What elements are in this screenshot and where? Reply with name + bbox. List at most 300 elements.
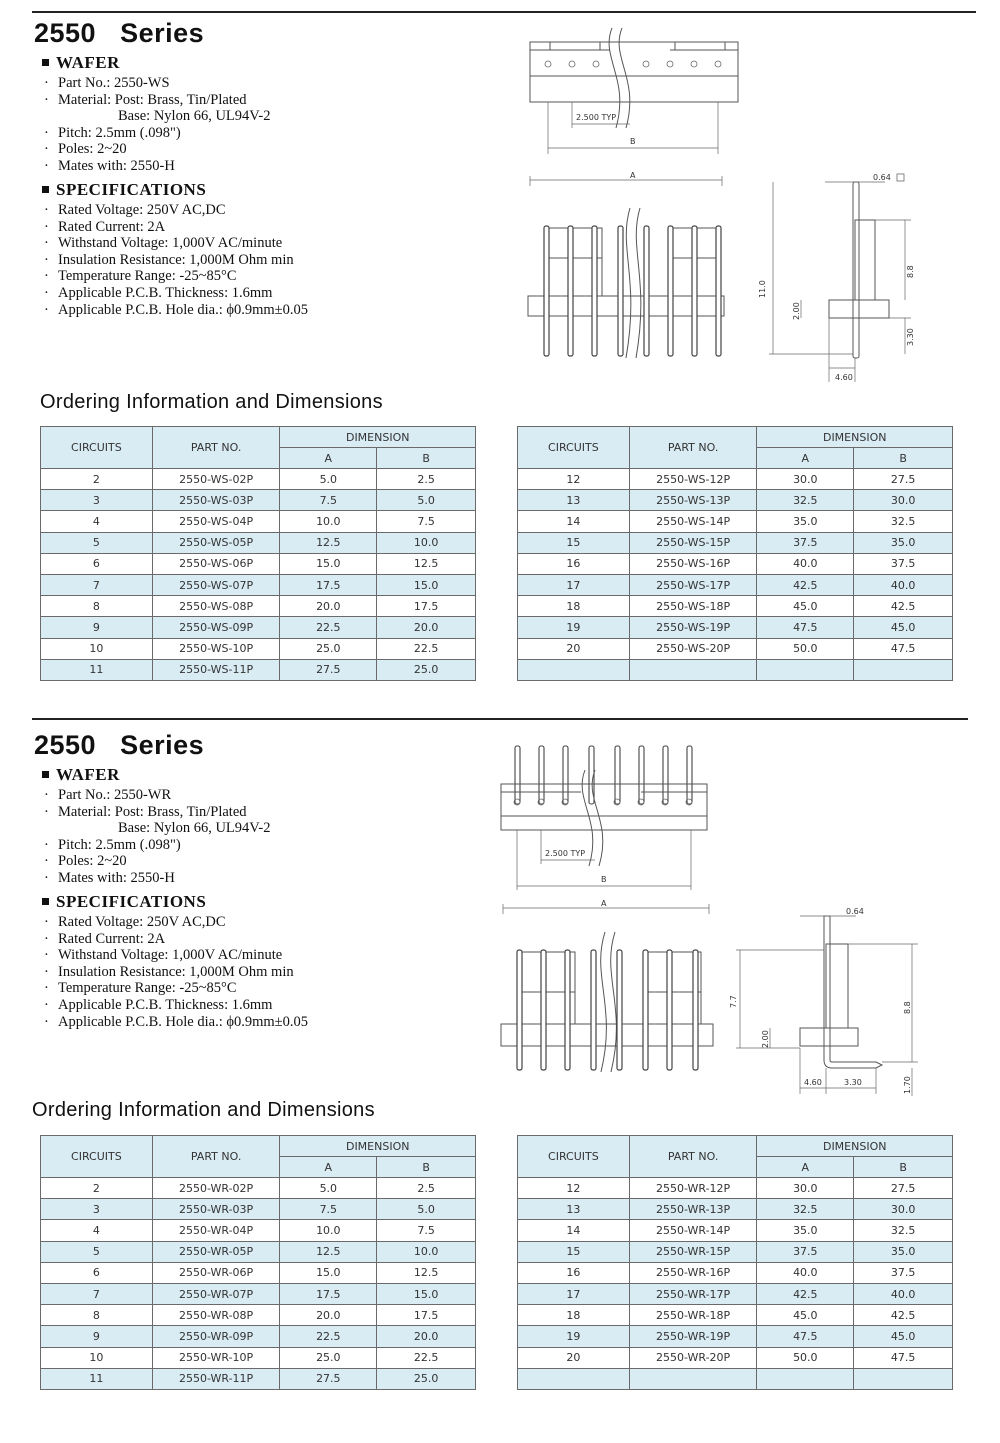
top-view-drawing: [520, 28, 750, 158]
pitch-label: 2.500 TYP: [576, 113, 617, 122]
table-row: [518, 1283, 953, 1304]
list-item: · Rated Voltage: 250V AC,DC: [44, 202, 226, 218]
dim-a-cell: 50.0: [757, 1347, 854, 1368]
part-no-cell: 2550-WS-04P: [152, 511, 280, 532]
dot-bullet-icon: ·: [44, 996, 49, 1013]
ordering-title: Ordering Information and Dimensions: [32, 1099, 375, 1121]
dim-b-header: B: [854, 1157, 953, 1178]
dim-a-cell: 22.5: [280, 617, 377, 638]
dim-b-cell: 12.5: [377, 553, 476, 574]
dot-bullet-icon: ·: [44, 284, 49, 301]
list-item: · Rated Current: 2A: [44, 930, 166, 947]
table-row: [41, 1368, 476, 1389]
dim-a-cell: 17.5: [280, 1283, 377, 1304]
dim-b-cell: 15.0: [377, 1283, 476, 1304]
table-row: [518, 1368, 953, 1389]
dim-a-cell: 5.0: [280, 469, 377, 490]
table-row: [518, 617, 953, 638]
table-row: [41, 469, 476, 490]
part-no-cell: 2550-WS-06P: [152, 553, 280, 574]
dim-b-cell: 17.5: [377, 1305, 476, 1326]
list-item: · Poles: 2~20: [44, 141, 127, 158]
part-no-cell: 2550-WR-07P: [152, 1283, 280, 1304]
list-item: · Withstand Voltage: 1,000V AC/minute: [44, 947, 283, 964]
series-word: Series: [120, 18, 205, 48]
part-no-cell: 2550-WS-09P: [152, 617, 280, 638]
dim-a-header: A: [757, 448, 854, 469]
table-row: [41, 1347, 476, 1368]
dim-b-cell: 12.5: [377, 1262, 476, 1283]
side-view-drawing: [755, 168, 935, 393]
dim-a-cell: 35.0: [757, 1220, 854, 1241]
dim-b-cell: 35.0: [854, 532, 953, 553]
dot-bullet-icon: ·: [44, 202, 49, 218]
depth-label: 4.60: [835, 373, 853, 382]
dimension-header: DIMENSION: [757, 427, 953, 448]
dot-bullet-icon: ·: [44, 914, 49, 930]
wafer-list: [44, 787, 271, 887]
dim-a-header: A: [280, 448, 377, 469]
circuits-cell: 2: [41, 469, 153, 490]
dim-b-cell: 17.5: [377, 596, 476, 617]
dot-bullet-icon: ·: [44, 301, 49, 318]
table-row: [41, 1305, 476, 1326]
dimension-table-right: [517, 426, 953, 681]
table-row: [41, 553, 476, 574]
dot-bullet-icon: ·: [44, 157, 49, 174]
circuits-cell: 17: [518, 574, 630, 595]
dim-b-cell: 25.0: [377, 659, 476, 680]
dim-b-cell: [854, 659, 953, 680]
dim-a-cell: 30.0: [757, 1178, 854, 1199]
table-row: [41, 1283, 476, 1304]
table-row: [518, 1178, 953, 1199]
circuits-header: CIRCUITS: [41, 1136, 153, 1178]
dim-a-cell: 12.5: [280, 1241, 377, 1262]
list-item: · Applicable P.C.B. Hole dia.: ϕ0.9mm±0.05: [44, 1013, 308, 1030]
lead-length-label: 3.30: [844, 1078, 862, 1087]
dot-bullet-icon: ·: [44, 235, 49, 252]
circuits-cell: 8: [41, 596, 153, 617]
dim-a-cell: 22.5: [280, 1326, 377, 1347]
table-row: [41, 638, 476, 659]
part-no-cell: 2550-WS-10P: [152, 638, 280, 659]
table-row: [41, 617, 476, 638]
circuits-cell: 18: [518, 1305, 630, 1326]
part-no-header: PART NO.: [152, 1136, 280, 1178]
table-row: [518, 659, 953, 680]
dim-b-header: B: [377, 448, 476, 469]
part-no-cell: 2550-WR-19P: [629, 1326, 757, 1347]
circuits-cell: [518, 1368, 630, 1389]
table-row: [41, 1178, 476, 1199]
height-label: 7.7: [729, 995, 738, 1008]
circuits-cell: 13: [518, 1199, 630, 1220]
front-view-drawing: [497, 896, 719, 1076]
table-row: [518, 1326, 953, 1347]
dot-bullet-icon: ·: [44, 141, 49, 158]
dimension-table-right: [517, 1135, 953, 1390]
part-no-cell: 2550-WS-16P: [629, 553, 757, 574]
pitch-label: 2.500 TYP: [545, 849, 586, 858]
series-title: [34, 730, 204, 761]
part-no-cell: 2550-WR-13P: [629, 1199, 757, 1220]
spec-heading: SPECIFICATIONS: [42, 180, 206, 200]
dot-bullet-icon: ·: [44, 75, 49, 91]
dim-b-cell: 47.5: [854, 1347, 953, 1368]
spec-list: [44, 202, 308, 318]
dimension-header: DIMENSION: [280, 427, 476, 448]
base-height-label: 2.00: [792, 302, 801, 320]
circuits-cell: 15: [518, 532, 630, 553]
part-no-cell: 2550-WS-20P: [629, 638, 757, 659]
dim-a-cell: 32.5: [757, 490, 854, 511]
table-row: [41, 511, 476, 532]
dim-b-cell: 32.5: [854, 511, 953, 532]
circuits-cell: 6: [41, 1262, 153, 1283]
circuits-cell: 5: [41, 532, 153, 553]
part-no-cell: 2550-WS-17P: [629, 574, 757, 595]
circuits-cell: 16: [518, 553, 630, 574]
dim-a-cell: 37.5: [757, 532, 854, 553]
circuits-cell: 7: [41, 1283, 153, 1304]
dim-a-cell: 42.5: [757, 1283, 854, 1304]
part-no-cell: 2550-WR-15P: [629, 1241, 757, 1262]
list-item: Base: Nylon 66, UL94V-2: [118, 108, 271, 125]
table-row: [518, 490, 953, 511]
list-item: · Applicable P.C.B. Thickness: 1.6mm: [44, 996, 273, 1013]
list-item: · Mates with: 2550-H: [44, 157, 175, 174]
circuits-cell: 4: [41, 1220, 153, 1241]
wafer-heading: WAFER: [42, 53, 120, 73]
dim-a-label: A: [601, 899, 607, 908]
upper-height-label: 8.8: [906, 265, 915, 278]
part-no-cell: 2550-WS-11P: [152, 659, 280, 680]
dim-b-cell: 7.5: [377, 1220, 476, 1241]
table-row: [518, 532, 953, 553]
part-no-cell: 2550-WR-05P: [152, 1241, 280, 1262]
section-rule: [32, 718, 968, 720]
dim-b-cell: 37.5: [854, 1262, 953, 1283]
dot-bullet-icon: ·: [44, 803, 49, 820]
circuits-cell: 9: [41, 1326, 153, 1347]
part-no-cell: 2550-WR-02P: [152, 1178, 280, 1199]
circuits-header: CIRCUITS: [518, 1136, 630, 1178]
part-no-cell: 2550-WR-20P: [629, 1347, 757, 1368]
dim-b-cell: 40.0: [854, 1283, 953, 1304]
dim-a-cell: 37.5: [757, 1241, 854, 1262]
dim-a-cell: 27.5: [280, 659, 377, 680]
dim-a-header: A: [280, 1157, 377, 1178]
table-row: [518, 1241, 953, 1262]
dim-b-cell: 2.5: [377, 469, 476, 490]
part-no-cell: 2550-WR-09P: [152, 1326, 280, 1347]
dim-b-cell: 27.5: [854, 1178, 953, 1199]
dim-b-cell: 15.0: [377, 574, 476, 595]
dim-b-cell: 20.0: [377, 1326, 476, 1347]
dim-a-header: A: [757, 1157, 854, 1178]
depth-label: 4.60: [804, 1078, 822, 1087]
dim-b-cell: 10.0: [377, 1241, 476, 1262]
dim-a-cell: 25.0: [280, 1347, 377, 1368]
dim-a-cell: 12.5: [280, 532, 377, 553]
table-row: [41, 1262, 476, 1283]
dim-a-cell: 15.0: [280, 553, 377, 574]
dot-bullet-icon: ·: [44, 930, 49, 947]
table-row: [518, 638, 953, 659]
dim-b-cell: 32.5: [854, 1220, 953, 1241]
dim-b-cell: 37.5: [854, 553, 953, 574]
spec-heading: SPECIFICATIONS: [42, 892, 206, 912]
dimension-header: DIMENSION: [757, 1136, 953, 1157]
lower-height-label: 1.70: [903, 1076, 912, 1094]
table-row: [41, 490, 476, 511]
wafer-heading: WAFER: [42, 765, 120, 785]
table-row: [41, 1241, 476, 1262]
part-no-cell: 2550-WS-07P: [152, 574, 280, 595]
dim-a-cell: 10.0: [280, 1220, 377, 1241]
table-row: [518, 1220, 953, 1241]
dim-b-label: B: [601, 875, 607, 884]
pin-size-label: 0.64: [873, 173, 891, 182]
table-row: [518, 1262, 953, 1283]
table-row: [518, 553, 953, 574]
table-row: [41, 596, 476, 617]
dim-b-cell: 30.0: [854, 1199, 953, 1220]
square-bullet-icon: [42, 771, 49, 778]
list-item: · Applicable P.C.B. Hole dia.: ϕ0.9mm±0.05: [44, 301, 308, 318]
top-view-drawing: [495, 740, 725, 900]
pin-size-label: 0.64: [846, 907, 864, 916]
part-no-cell: 2550-WR-17P: [629, 1283, 757, 1304]
dim-a-cell: 7.5: [280, 490, 377, 511]
circuits-cell: 6: [41, 553, 153, 574]
dim-b-cell: 25.0: [377, 1368, 476, 1389]
circuits-cell: 11: [41, 659, 153, 680]
part-no-cell: 2550-WS-14P: [629, 511, 757, 532]
part-no-cell: 2550-WR-06P: [152, 1262, 280, 1283]
top-rule: [32, 11, 976, 13]
dim-a-cell: [757, 1368, 854, 1389]
part-no-cell: 2550-WR-03P: [152, 1199, 280, 1220]
dot-bullet-icon: ·: [44, 980, 49, 997]
table-row: [41, 574, 476, 595]
dim-a-cell: 40.0: [757, 553, 854, 574]
dim-a-cell: 50.0: [757, 638, 854, 659]
circuits-cell: 12: [518, 1178, 630, 1199]
lower-height-label: 3.30: [906, 328, 915, 346]
dim-a-cell: 10.0: [280, 511, 377, 532]
list-item: · Insulation Resistance: 1,000M Ohm min: [44, 963, 294, 980]
height-label: 11.0: [758, 280, 767, 298]
dot-bullet-icon: ·: [44, 218, 49, 235]
circuits-cell: 10: [41, 1347, 153, 1368]
part-no-header: PART NO.: [629, 1136, 757, 1178]
spec-list: [44, 914, 308, 1030]
dim-b-cell: 42.5: [854, 1305, 953, 1326]
table-row: [518, 574, 953, 595]
table-row: [518, 1347, 953, 1368]
dim-a-cell: 40.0: [757, 1262, 854, 1283]
dim-a-cell: [757, 659, 854, 680]
dim-a-label: A: [630, 171, 636, 180]
circuits-cell: 15: [518, 1241, 630, 1262]
part-no-cell: 2550-WR-11P: [152, 1368, 280, 1389]
table-row: [518, 469, 953, 490]
dim-b-cell: 2.5: [377, 1178, 476, 1199]
circuits-cell: 8: [41, 1305, 153, 1326]
table-row: [41, 659, 476, 680]
dim-b-cell: 10.0: [377, 532, 476, 553]
dim-b-cell: [854, 1368, 953, 1389]
part-no-cell: 2550-WS-05P: [152, 532, 280, 553]
list-item: · Mates with: 2550-H: [44, 869, 175, 886]
dim-b-cell: 35.0: [854, 1241, 953, 1262]
list-item: Base: Nylon 66, UL94V-2: [118, 820, 271, 837]
dim-a-cell: 45.0: [757, 1305, 854, 1326]
circuits-cell: 16: [518, 1262, 630, 1283]
side-view-drawing: [726, 898, 926, 1098]
dot-bullet-icon: ·: [44, 787, 49, 803]
part-no-cell: 2550-WR-12P: [629, 1178, 757, 1199]
dot-bullet-icon: ·: [44, 124, 49, 141]
dim-b-cell: 7.5: [377, 511, 476, 532]
circuits-cell: 20: [518, 1347, 630, 1368]
dot-bullet-icon: ·: [44, 836, 49, 853]
table-row: [518, 511, 953, 532]
circuits-cell: 13: [518, 490, 630, 511]
part-no-cell: 2550-WS-08P: [152, 596, 280, 617]
part-no-cell: 2550-WS-02P: [152, 469, 280, 490]
square-bullet-icon: [42, 898, 49, 905]
part-no-cell: 2550-WS-19P: [629, 617, 757, 638]
part-no-cell: 2550-WS-18P: [629, 596, 757, 617]
table-row: [518, 1305, 953, 1326]
dim-b-header: B: [854, 448, 953, 469]
part-no-cell: 2550-WS-13P: [629, 490, 757, 511]
series-number: 2550: [34, 730, 97, 760]
circuits-cell: 11: [41, 1368, 153, 1389]
list-item: · Pitch: 2.5mm (.098"): [44, 836, 181, 853]
dim-a-cell: 35.0: [757, 511, 854, 532]
dot-bullet-icon: ·: [44, 853, 49, 870]
list-item: · Insulation Resistance: 1,000M Ohm min: [44, 251, 294, 268]
dot-bullet-icon: ·: [44, 91, 49, 108]
part-no-cell: 2550-WS-12P: [629, 469, 757, 490]
circuits-cell: 2: [41, 1178, 153, 1199]
circuits-cell: 4: [41, 511, 153, 532]
part-no-cell: [629, 1368, 757, 1389]
table-row: [41, 532, 476, 553]
dim-a-cell: 5.0: [280, 1178, 377, 1199]
list-item: · Part No.: 2550-WR: [44, 787, 172, 803]
series-section-wr: [0, 712, 1000, 1443]
dimension-table-left: [40, 426, 476, 681]
list-item: · Temperature Range: -25~85°C: [44, 268, 237, 285]
circuits-cell: 19: [518, 1326, 630, 1347]
dim-a-cell: 20.0: [280, 1305, 377, 1326]
table-row: [41, 1326, 476, 1347]
circuits-cell: 12: [518, 469, 630, 490]
base-height-label: 2.00: [761, 1030, 770, 1048]
dim-b-cell: 27.5: [854, 469, 953, 490]
dot-bullet-icon: ·: [44, 268, 49, 285]
dim-a-cell: 7.5: [280, 1199, 377, 1220]
part-no-cell: 2550-WR-10P: [152, 1347, 280, 1368]
dim-b-cell: 22.5: [377, 638, 476, 659]
dim-b-cell: 40.0: [854, 574, 953, 595]
list-item: · Applicable P.C.B. Thickness: 1.6mm: [44, 284, 273, 301]
list-item: · Withstand Voltage: 1,000V AC/minute: [44, 235, 283, 252]
upper-height-label: 8.8: [903, 1001, 912, 1014]
dim-b-cell: 22.5: [377, 1347, 476, 1368]
circuits-cell: 14: [518, 1220, 630, 1241]
dim-a-cell: 25.0: [280, 638, 377, 659]
list-item: · Temperature Range: -25~85°C: [44, 980, 237, 997]
circuits-cell: 3: [41, 1199, 153, 1220]
list-item: · Poles: 2~20: [44, 853, 127, 870]
dim-b-cell: 5.0: [377, 1199, 476, 1220]
dimension-table-left: [40, 1135, 476, 1390]
table-row: [518, 596, 953, 617]
dim-b-cell: 47.5: [854, 638, 953, 659]
dim-b-cell: 45.0: [854, 617, 953, 638]
part-no-cell: 2550-WS-15P: [629, 532, 757, 553]
list-item: · Rated Current: 2A: [44, 218, 166, 235]
ordering-title: Ordering Information and Dimensions: [40, 391, 383, 413]
dot-bullet-icon: ·: [44, 963, 49, 980]
circuits-cell: 19: [518, 617, 630, 638]
list-item: · Rated Voltage: 250V AC,DC: [44, 914, 226, 930]
dim-a-cell: 45.0: [757, 596, 854, 617]
part-no-cell: 2550-WR-16P: [629, 1262, 757, 1283]
circuits-cell: 14: [518, 511, 630, 532]
dim-a-cell: 47.5: [757, 617, 854, 638]
circuits-cell: 18: [518, 596, 630, 617]
circuits-header: CIRCUITS: [518, 427, 630, 469]
table-row: [41, 1199, 476, 1220]
circuits-cell: 17: [518, 1283, 630, 1304]
dim-a-cell: 15.0: [280, 1262, 377, 1283]
circuits-cell: 3: [41, 490, 153, 511]
square-bullet-icon: [42, 186, 49, 193]
series-title: [34, 18, 204, 49]
part-no-cell: 2550-WR-14P: [629, 1220, 757, 1241]
front-view-drawing: [522, 168, 742, 368]
circuits-cell: 20: [518, 638, 630, 659]
list-item: · Material: Post: Brass, Tin/Plated: [44, 803, 247, 820]
list-item: · Part No.: 2550-WS: [44, 75, 170, 91]
circuits-cell: 5: [41, 1241, 153, 1262]
table-row: [518, 1199, 953, 1220]
list-item: · Pitch: 2.5mm (.098"): [44, 124, 181, 141]
dim-b-cell: 30.0: [854, 490, 953, 511]
dot-bullet-icon: ·: [44, 1013, 49, 1030]
list-item: · Material: Post: Brass, Tin/Plated: [44, 91, 247, 108]
circuits-header: CIRCUITS: [41, 427, 153, 469]
circuits-cell: 7: [41, 574, 153, 595]
dim-a-cell: 30.0: [757, 469, 854, 490]
dim-a-cell: 27.5: [280, 1368, 377, 1389]
dim-a-cell: 20.0: [280, 596, 377, 617]
dot-bullet-icon: ·: [44, 251, 49, 268]
dim-a-cell: 32.5: [757, 1199, 854, 1220]
part-no-header: PART NO.: [152, 427, 280, 469]
series-number: 2550: [34, 18, 97, 48]
dim-b-cell: 5.0: [377, 490, 476, 511]
dot-bullet-icon: ·: [44, 869, 49, 886]
circuits-cell: 9: [41, 617, 153, 638]
